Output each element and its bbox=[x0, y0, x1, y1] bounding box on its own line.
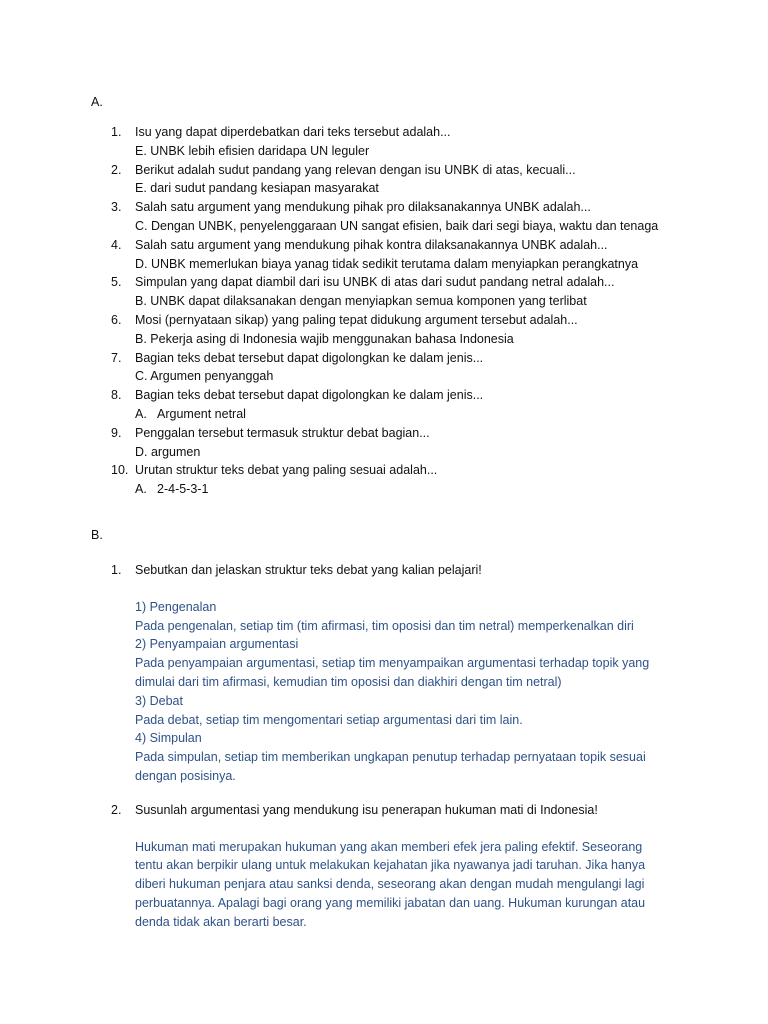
answer-line: Pada debat, setiap tim mengomentari setiap argumentasi dari tim lain. bbox=[135, 712, 523, 727]
question-text: Simpulan yang dapat diambil dari isu UNBK di atas dari sudut pandang netral adalah... bbox=[135, 275, 615, 290]
answer-line: tentu akan berpikir ulang untuk melakukan kejahatan jika nyawanya jadi taruhan. Jika hanya bbox=[135, 858, 646, 873]
list-item bbox=[91, 311, 768, 349]
list-item bbox=[91, 123, 768, 161]
list-item bbox=[91, 424, 768, 462]
section-b-label: B. bbox=[91, 527, 103, 542]
section-a-list bbox=[91, 123, 768, 499]
item-number: 4. bbox=[111, 237, 122, 252]
item-number: 1. bbox=[111, 562, 122, 577]
item-number: 1. bbox=[111, 125, 122, 139]
question-text: Penggalan tersebut termasuk struktur debat bagian... bbox=[135, 425, 430, 440]
question-text: Berikut adalah sudut pandang yang relevan dengan isu UNBK di atas, kecuali... bbox=[135, 162, 576, 177]
list-item bbox=[91, 236, 768, 274]
question-text: Urutan struktur teks debat yang paling sesuai adalah... bbox=[135, 463, 438, 478]
answer-line: denda tidak akan berarti besar. bbox=[135, 914, 307, 929]
item-number: 2. bbox=[111, 162, 122, 177]
item-number: 6. bbox=[111, 312, 122, 327]
answer-line: perbuatannya. Apalagi bagi orang yang memiliki jabatan dan uang. Hukuman kurungan atau bbox=[135, 895, 646, 910]
essay-question-1 bbox=[91, 561, 768, 580]
essay-answer-2 bbox=[91, 838, 768, 932]
item-number: 2. bbox=[111, 802, 122, 817]
question-text: Isu yang dapat diperdebatkan dari teks tersebut adalah... bbox=[135, 125, 451, 139]
answer-option: A. bbox=[135, 482, 147, 497]
question-text: Susunlah argumentasi yang mendukung isu penerapan hukuman mati di Indonesia! bbox=[135, 802, 598, 817]
answer-line: Pada pengenalan, setiap tim (tim afirmasi, tim oposisi dan tim netral) memperkenalkan diri bbox=[135, 618, 634, 633]
answer-text: E. UNBK lebih efisien daridapa UN leguler bbox=[135, 143, 370, 158]
list-item bbox=[91, 273, 768, 311]
answer-line: Pada simpulan, setiap tim memberikan ungkapan penutup terhadap pernyataan topik sesuai bbox=[135, 750, 646, 765]
answer-text: B. UNBK dapat dilaksanakan dengan menyiapkan semua komponen yang terlibat bbox=[135, 294, 587, 309]
item-number: 7. bbox=[111, 350, 122, 365]
list-item bbox=[91, 198, 768, 236]
list-item bbox=[91, 161, 768, 199]
question-text: Sebutkan dan jelaskan struktur teks debat yang kalian pelajari! bbox=[135, 562, 482, 577]
answer-line: dimulai dari tim afirmasi, kemudian tim oposisi dan diakhiri dengan tim netral) bbox=[135, 674, 562, 689]
answer-option: A. bbox=[135, 406, 147, 421]
answer-text: D. UNBK memerlukan biaya yanag tidak sedikit terutama dalam menyiapkan perangkatnya bbox=[135, 256, 639, 271]
answer-text: B. Pekerja asing di Indonesia wajib menggunakan bahasa Indonesia bbox=[135, 331, 514, 346]
answer-line: Pada penyampaian argumentasi, setiap tim menyampaikan argumentasi terhadap topik yang bbox=[135, 656, 650, 671]
essay-question-2 bbox=[91, 801, 768, 820]
answer-line bbox=[135, 480, 768, 499]
answer-text: 2-4-5-3-1 bbox=[157, 482, 209, 497]
answer-line: Hukuman mati merupakan hukuman yang akan memberi efek jera paling efektif. Seseorang bbox=[135, 839, 643, 854]
answer-line: 2) Penyampaian argumentasi bbox=[135, 637, 299, 652]
answer-text: C. Dengan UNBK, penyelenggaraan UN sangat efisien, baik dari segi biaya, waktu dan tenaga bbox=[135, 218, 659, 233]
answer-text: E. dari sudut pandang kesiapan masyarakat bbox=[135, 181, 379, 196]
answer-line: dengan posisinya. bbox=[135, 768, 236, 783]
essay-answer-1 bbox=[91, 598, 768, 786]
answer-line: 3) Debat bbox=[135, 693, 183, 708]
question-text: Salah satu argument yang mendukung pihak kontra dilaksanakannya UNBK adalah... bbox=[135, 237, 608, 252]
answer-line: 4) Simpulan bbox=[135, 731, 202, 746]
question-text: Salah satu argument yang mendukung pihak pro dilaksanakannya UNBK adalah... bbox=[135, 200, 591, 215]
item-number: 9. bbox=[111, 425, 122, 440]
list-item bbox=[91, 386, 768, 424]
answer-text: Argument netral bbox=[157, 406, 246, 421]
list-item bbox=[91, 349, 768, 387]
answer-line bbox=[135, 405, 768, 424]
question-text: Bagian teks debat tersebut dapat digolongkan ke dalam jenis... bbox=[135, 388, 484, 403]
question-text: Mosi (pernyataan sikap) yang paling tepat didukung argument tersebut adalah... bbox=[135, 312, 578, 327]
item-number: 10. bbox=[111, 463, 129, 478]
answer-line: 1) Pengenalan bbox=[135, 599, 217, 614]
section-a-label: A. bbox=[91, 95, 103, 109]
answer-text: D. argumen bbox=[135, 444, 201, 459]
question-text: Bagian teks debat tersebut dapat digolongkan ke dalam jenis... bbox=[135, 350, 484, 365]
item-number: 5. bbox=[111, 275, 122, 290]
list-item bbox=[91, 461, 768, 499]
item-number: 3. bbox=[111, 200, 122, 215]
answer-line: diberi hukuman penjara atau sanksi denda, seseorang akan dengan mudah mengulangi lagi bbox=[135, 877, 645, 892]
item-number: 8. bbox=[111, 388, 122, 403]
answer-text: C. Argumen penyanggah bbox=[135, 369, 274, 384]
